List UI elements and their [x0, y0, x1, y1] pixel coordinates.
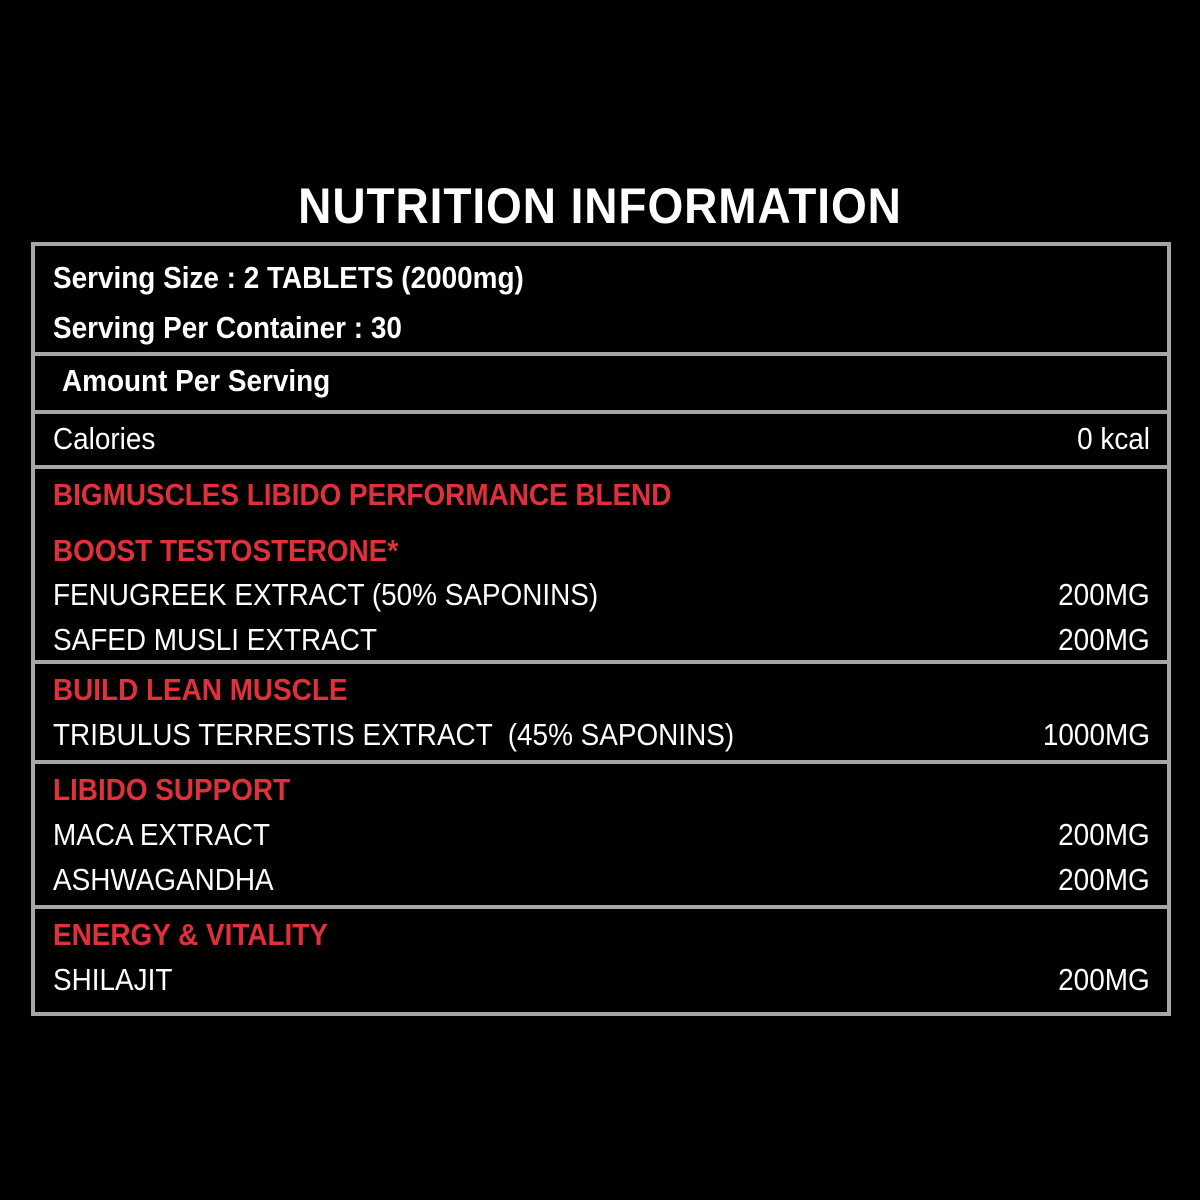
ingredient-name: TRIBULUS TERRESTIS EXTRACT (45% SAPONINS) — [53, 717, 735, 752]
group-section — [35, 660, 1167, 760]
blend-section — [35, 465, 1167, 664]
nutrition-table — [31, 242, 1171, 1016]
calories-section — [35, 410, 1167, 465]
ingredient-amount: 200MG — [1058, 577, 1150, 612]
serving-size: Serving Size : 2 TABLETS (2000mg) — [53, 260, 524, 295]
ingredient-amount: 200MG — [1058, 962, 1150, 997]
ingredient-row — [53, 715, 1150, 755]
amount-per-serving: Amount Per Serving — [62, 363, 331, 398]
ingredient-row — [53, 620, 1150, 660]
calories-value: 0 kcal — [1077, 421, 1150, 456]
ingredient-row — [53, 860, 1150, 900]
group-heading: LIBIDO SUPPORT — [53, 772, 291, 807]
group-heading: BOOST TESTOSTERONE* — [53, 533, 399, 568]
ingredient-name: SHILAJIT — [53, 962, 173, 997]
group-section — [35, 905, 1167, 1016]
ingredient-name: ASHWAGANDHA — [53, 862, 274, 897]
serving-per-container: Serving Per Container : 30 — [53, 310, 402, 345]
calories-row — [53, 419, 1150, 459]
serving-section — [35, 246, 1167, 352]
blend-title: BIGMUSCLES LIBIDO PERFORMANCE BLEND — [53, 477, 672, 512]
ingredient-row — [53, 575, 1150, 615]
ingredient-amount: 200MG — [1058, 817, 1150, 852]
ingredient-row — [53, 815, 1150, 855]
ingredient-name: SAFED MUSLI EXTRACT — [53, 622, 377, 657]
ingredient-amount: 200MG — [1058, 862, 1150, 897]
ingredient-name: MACA EXTRACT — [53, 817, 271, 852]
group-heading: ENERGY & VITALITY — [53, 917, 328, 952]
ingredient-name: FENUGREEK EXTRACT (50% SAPONINS) — [53, 577, 599, 612]
page-title: NUTRITION INFORMATION — [298, 178, 902, 234]
ingredient-amount: 200MG — [1058, 622, 1150, 657]
group-section — [35, 760, 1167, 905]
amount-header-section — [35, 352, 1167, 410]
ingredient-row — [53, 960, 1150, 1000]
calories-label: Calories — [53, 421, 156, 456]
group-heading: BUILD LEAN MUSCLE — [53, 672, 348, 707]
ingredient-amount: 1000MG — [1042, 717, 1150, 752]
